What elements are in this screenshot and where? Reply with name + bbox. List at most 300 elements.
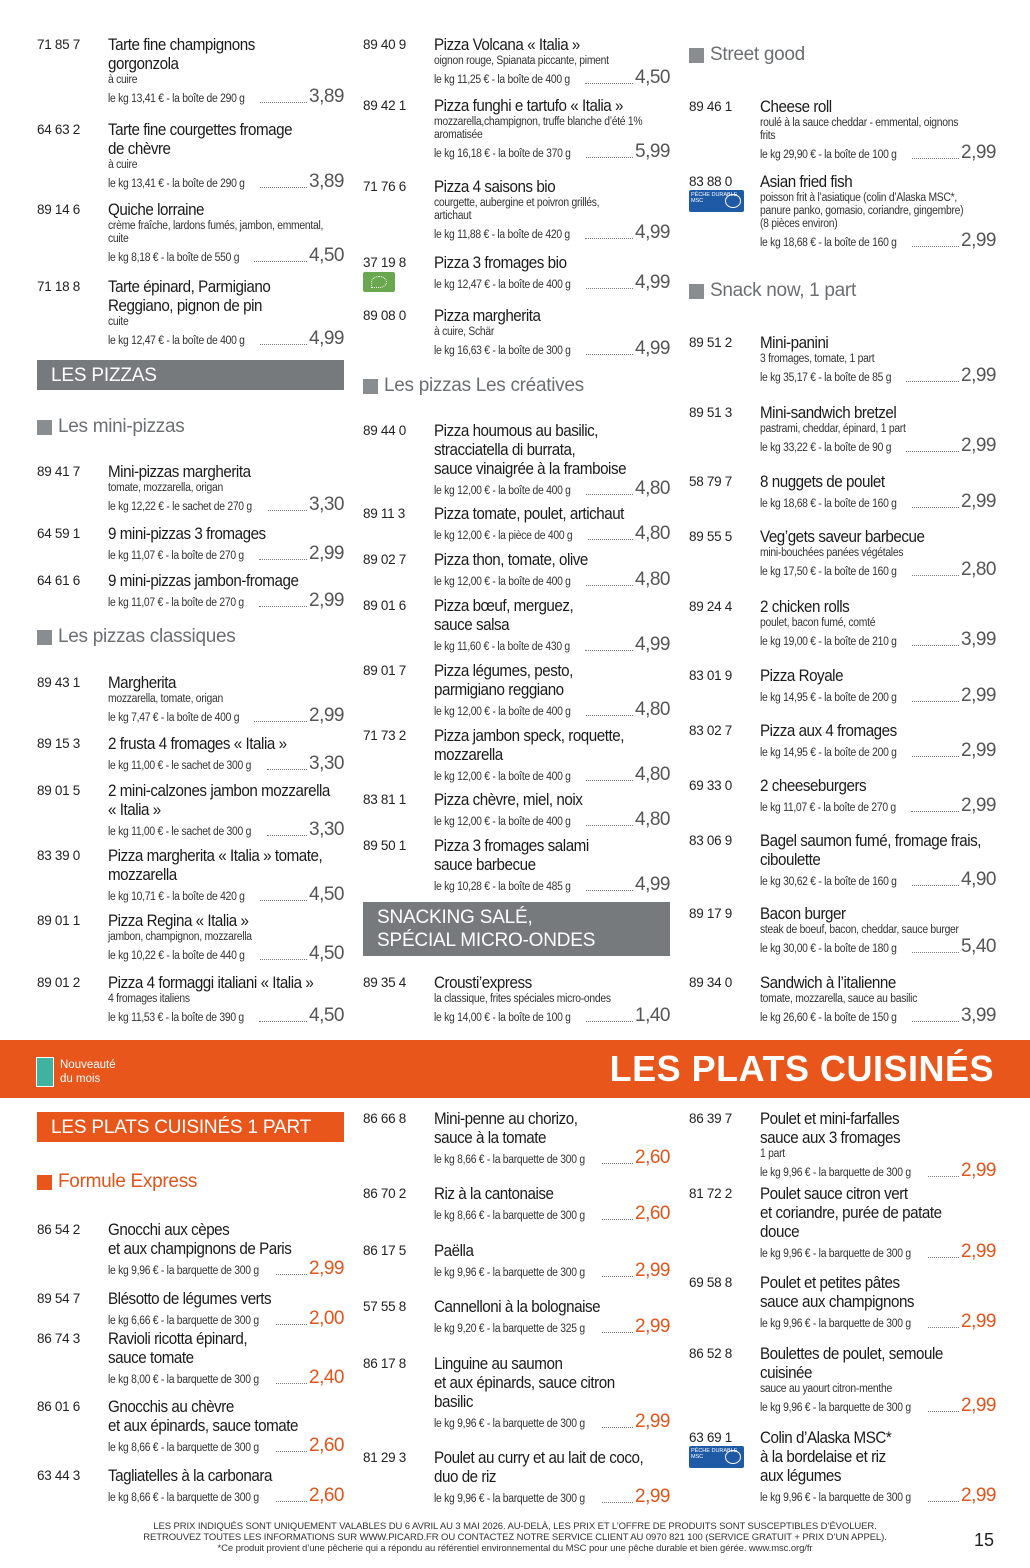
unit-price: le kg 8,66 € - la barquette de 300 g [434,1154,585,1166]
product-price: 3,89 [309,86,344,107]
product-code: 64 61 6 [37,573,80,588]
product-code: 83 81 1 [363,792,406,807]
product-price: 2,99 [961,740,996,761]
product-name: sauce barbecue [434,856,536,874]
product-code: 83 39 0 [37,848,80,863]
product-code: 89 01 5 [37,783,80,798]
subsection-pizzas-classiques [37,626,235,648]
unit-price: le kg 11,07 € - la boîte de 270 g [108,597,244,609]
product-description: jambon, champignon, mozzarella [108,931,252,943]
price-line [434,1204,670,1223]
dot-leader [276,1451,307,1452]
dot-leader [602,1276,633,1277]
nouveaute-legend [60,1058,116,1086]
product-name: duo de riz [434,1468,497,1486]
square-bullet-icon [37,1175,52,1190]
subsection-label: Les mini-pizzas [58,416,185,437]
unit-price: le kg 12,00 € - la boîte de 400 g [434,576,571,588]
product-name: Pizza thon, tomate, olive [434,551,588,569]
product-price: 2,99 [635,1411,670,1432]
product-code: 86 66 8 [363,1111,406,1126]
product-description: à cuire, Schär [434,326,495,338]
product-code: 63 44 3 [37,1468,80,1483]
unit-price: le kg 26,60 € - la boîte de 150 g [760,1012,897,1024]
product-name: sauce salsa [434,616,510,634]
section-band-pizzas [37,360,344,390]
product-price: 2,99 [309,543,344,564]
product-details [434,1355,670,1431]
square-bullet-icon [37,420,52,435]
unit-price: le kg 10,28 € - la boîte de 485 g [434,881,571,893]
product-name: Mini-sandwich bretzel [760,404,897,422]
dot-leader [602,1427,633,1428]
product-name: ciboulette [760,851,821,869]
product-code: 89 55 5 [689,529,732,544]
product-description: pastrami, cheddar, épinard, 1 part [760,423,906,435]
unit-price: le kg 6,66 € - la barquette de 300 g [108,1315,259,1327]
product-description: 3 fromages, tomate, 1 part [760,353,875,365]
unit-price: le kg 18,68 € - la boîte de 160 g [760,498,897,510]
unit-price: le kg 19,00 € - la boîte de 210 g [760,636,897,648]
product-price: 4,80 [635,523,670,544]
product-code: 89 11 3 [363,506,405,521]
product-name: sauce tomate [108,1349,194,1367]
product-code: 86 17 8 [363,1356,406,1371]
footer-line-3: *Ce produit provient d’une pêcherie qui a répondu au référentiel environnemental du MSC pour une pêche durable et bien gérée. www.msc.org/fr [217,1543,813,1554]
product-code: 71 85 7 [37,37,80,52]
product-code: 89 01 2 [37,975,80,990]
price-line [108,1259,344,1278]
subsection-label: Les pizzas classiques [58,626,236,647]
product-name: 8 nuggets de poulet [760,473,885,491]
product-code: 89 17 9 [689,906,732,921]
product-price: 4,99 [635,222,670,243]
product-name: 2 frusta 4 fromages « Italia » [108,735,287,753]
square-bullet-icon [37,630,52,645]
msc-label-icon [689,1446,744,1468]
product-description: courgette, aubergine et poivron grillés, [434,197,600,209]
product-details [108,1398,344,1455]
msc-label-icon [689,190,744,212]
dot-leader [928,1257,959,1258]
unit-price: le kg 9,96 € - la barquette de 300 g [760,1318,911,1330]
unit-price: le kg 10,71 € - la boîte de 420 g [108,891,245,903]
product-name: Bacon burger [760,905,846,923]
product-code: 81 72 2 [689,1186,732,1201]
price-line [108,1486,344,1505]
product-code: 89 46 1 [689,99,732,114]
unit-price: le kg 13,41 € - la boîte de 290 g [108,93,245,105]
column-6 [689,0,996,1568]
nouveaute-line-2: du mois [60,1073,101,1085]
product-price: 4,99 [635,272,670,293]
unit-price: le kg 11,88 € - la boîte de 420 g [434,229,570,241]
unit-price: le kg 9,96 € - la barquette de 300 g [760,1492,911,1504]
product-name: et coriandre, purée de patate [760,1204,942,1222]
unit-price: le kg 29,90 € - la boîte de 100 g [760,149,897,161]
product-name: 9 mini-pizzas 3 fromages [108,525,266,543]
product-name: Blésotto de légumes verts [108,1290,272,1308]
product-name: Poulet et petites pâtes [760,1274,900,1292]
dot-leader [928,1176,959,1177]
price-line [108,1309,344,1328]
product-name: Riz à la cantonaise [434,1185,554,1203]
product-name: Poulet sauce citron vert [760,1185,908,1203]
column-4 [37,0,344,1568]
product-price: 2,99 [961,491,996,512]
subsection-label: Formule Express [58,1171,198,1192]
product-details [434,1110,670,1167]
product-name: parmigiano reggiano [434,681,564,699]
product-price: 2,99 [961,142,996,163]
footer-line-1: LES PRIX INDIQUÉS SONT UNIQUEMENT VALABLES DU 6 AVRIL AU 3 MAI 2026. AU-DELÀ, LES PRIX ET L’OFFRE DE PRODUITS SONT SUSCEPTIBLES D’ÉVOLUER. [153,1521,877,1532]
product-description: sauce au yaourt citron-menthe [760,1383,892,1395]
unit-price: le kg 9,20 € - la barquette de 325 g [434,1323,585,1335]
price-line [760,1242,996,1261]
product-price: 4,50 [309,245,344,266]
product-description: crème fraîche, lardons fumés, jambon, emmental, [108,220,324,232]
product-code: 83 88 0 [689,174,732,189]
product-price: 4,80 [635,569,670,590]
unit-price: le kg 35,17 € - la boîte de 85 g [760,372,892,384]
dot-leader [276,1324,307,1325]
price-line [434,1317,670,1336]
unit-price: le kg 30,00 € - la boîte de 180 g [760,943,897,955]
product-name: Pizza margherita « Italia » tomate, [108,847,323,865]
unit-price: le kg 8,00 € - la barquette de 300 g [108,1374,259,1386]
unit-price: le kg 8,66 € - la barquette de 300 g [108,1442,259,1454]
subsection-formule-express [37,1171,197,1193]
dot-leader [928,1327,959,1328]
product-name: Pizza margherita [434,307,541,325]
product-code: 89 42 1 [363,98,406,113]
column-5 [363,0,670,1568]
unit-price: le kg 7,47 € - la boîte de 400 g [108,712,240,724]
product-name: Tarte fine champignons [108,36,255,54]
product-name: et aux champignons de Paris [108,1240,292,1258]
product-name: Mini-penne au chorizo, [434,1110,578,1128]
banner-title: LES PLATS CUISINÉS [609,1048,994,1089]
price-line [434,1148,670,1167]
subsection-label: Les pizzas Les créatives [384,375,584,396]
product-name: sauce vinaigrée à la framboise [434,460,627,478]
product-name: à la bordelaise et riz [760,1448,886,1466]
unit-price: le kg 14,95 € - la boîte de 200 g [760,747,897,759]
band-label-2: SPÉCIAL MICRO-ONDES [377,930,596,951]
product-details [760,1110,996,1180]
unit-price: le kg 12,47 € - la boîte de 400 g [434,279,571,291]
dot-leader [276,1383,307,1384]
product-price: 2,99 [309,1258,344,1279]
product-name: 2 chicken rolls [760,598,850,616]
product-code: 89 08 0 [363,308,406,323]
product-name: Pizza 4 saisons bio [434,178,556,196]
product-name: Margherita [108,674,176,692]
unit-price: le kg 12,47 € - la boîte de 400 g [108,335,245,347]
product-name: Bagel saumon fumé, fromage frais, [760,832,982,850]
product-name: Tarte épinard, Parmigiano [108,278,271,296]
product-name: mozzarella [108,866,177,884]
product-price: 5,40 [961,936,996,957]
product-code: 83 01 9 [689,668,732,683]
product-name: sauce aux 3 fromages [760,1129,901,1147]
product-name: Pizza funghi e tartufo « Italia » [434,97,624,115]
nouveaute-swatch-icon [36,1057,54,1087]
unit-price: le kg 11,00 € - le sachet de 300 g [108,760,252,772]
unit-price: le kg 11,00 € - le sachet de 300 g [108,826,252,838]
product-price: 3,30 [309,819,344,840]
product-name: mozzarella [434,746,503,764]
product-code: 89 54 7 [37,1291,80,1306]
unit-price: le kg 12,00 € - la boîte de 400 g [434,816,571,828]
product-code: 89 34 0 [689,975,732,990]
product-name: Ravioli ricotta épinard, [108,1330,248,1348]
product-details [760,1345,996,1415]
price-line [108,1436,344,1455]
product-price: 3,30 [309,494,344,515]
product-price: 3,99 [961,1005,996,1026]
product-name: Pizza Volcana « Italia » [434,36,580,54]
bio-logo-icon [363,272,395,292]
product-price: 4,50 [309,1005,344,1026]
product-code: 89 01 7 [363,663,406,678]
product-price: 2,99 [635,1316,670,1337]
price-line [760,1312,996,1331]
product-price: 4,80 [635,478,670,499]
product-description: steak de boeuf, bacon, cheddar, sauce burger [760,924,959,936]
product-price: 4,99 [635,874,670,895]
product-price: 4,99 [309,328,344,349]
product-code: 89 44 0 [363,423,406,438]
product-name: cuisinée [760,1364,813,1382]
product-name: sauce aux champignons [760,1293,915,1311]
product-price: 2,99 [961,685,996,706]
product-description: oignon rouge, Spianata piccante, piment [434,55,609,67]
product-description: à cuire [108,74,138,86]
product-price: 4,80 [635,699,670,720]
product-details [760,1185,996,1261]
nouveaute-line-1: Nouveauté [60,1059,116,1071]
price-line [434,1487,670,1506]
product-price: 2,60 [309,1435,344,1456]
price-line [108,1368,344,1387]
product-name: Pizza aux 4 fromages [760,722,897,740]
product-name: Pizza jambon speck, roquette, [434,727,625,745]
price-line [760,1161,996,1180]
product-name: gorgonzola [108,55,179,73]
unit-price: le kg 14,95 € - la boîte de 200 g [760,692,897,704]
product-name: Pizza chèvre, miel, noix [434,791,583,809]
product-details [108,1290,344,1328]
unit-price: le kg 14,00 € - la boîte de 100 g [434,1012,571,1024]
product-price: 4,50 [309,943,344,964]
subsection-street-good [689,44,805,66]
fish-icon [725,1450,741,1464]
product-price: 1,40 [635,1005,670,1026]
product-price: 2,60 [635,1147,670,1168]
unit-price: le kg 18,68 € - la boîte de 160 g [760,237,897,249]
product-code: 71 18 8 [37,279,80,294]
product-price: 4,50 [635,67,670,88]
dot-leader [928,1501,959,1502]
product-price: 2,80 [961,559,996,580]
product-code: 63 69 1 [689,1430,732,1445]
product-price: 4,80 [635,809,670,830]
square-bullet-icon [689,284,704,299]
product-price: 2,60 [309,1485,344,1506]
product-name: 2 mini-calzones jambon mozzarella [108,782,330,800]
product-details [108,1467,344,1505]
unit-price: le kg 12,22 € - le sachet de 270 g [108,501,252,513]
band-label: LES PIZZAS [51,365,157,386]
subsection-snack-now [689,280,856,302]
product-name: stracciatella di burrata, [434,441,576,459]
product-price: 2,99 [961,1160,996,1181]
product-details [760,1429,996,1505]
product-description: poulet, bacon fumé, comté [760,617,876,629]
product-code: 89 35 4 [363,975,406,990]
product-price: 2,00 [309,1308,344,1329]
footer-line-2: RETROUVEZ TOUTES LES INFORMATIONS SUR WWW.PICARD.FR OU CONTACTEZ NOTRE SERVICE CLIENT AU 0970 821 100 (SERVICE GRATUIT + PRIX D’UN APPEL). [143,1532,887,1543]
product-name: sauce à la tomate [434,1129,547,1147]
product-price: 2,99 [309,705,344,726]
subsection-mini-pizzas [37,416,184,438]
product-description: poisson frit à l’asiatique (colin d’Alaska MSC*, [760,192,958,204]
product-code: 86 74 3 [37,1331,80,1346]
unit-price: le kg 30,62 € - la boîte de 160 g [760,876,897,888]
product-details [434,1185,670,1223]
product-price: 2,60 [635,1203,670,1224]
product-code: 81 29 3 [363,1450,406,1465]
square-bullet-icon [689,48,704,63]
product-description: la classique, frites spéciales micro-ondes [434,993,611,1005]
product-name: 9 mini-pizzas jambon-fromage [108,572,299,590]
product-description: tomate, mozzarella, origan [108,482,223,494]
product-code: 86 01 6 [37,1399,80,1414]
product-code: 86 52 8 [689,1346,732,1361]
unit-price: le kg 16,63 € - la boîte de 300 g [434,345,571,357]
product-code: 89 02 7 [363,552,406,567]
product-price: 3,99 [961,629,996,650]
product-code: 37 19 8 [363,255,406,270]
unit-price: le kg 9,96 € - la barquette de 300 g [760,1167,911,1179]
product-name: et aux épinards, sauce tomate [108,1417,299,1435]
unit-price: le kg 11,07 € - la boîte de 270 g [760,802,896,814]
section-band-plats-1-part [37,1112,344,1142]
unit-price: le kg 8,66 € - la barquette de 300 g [108,1492,259,1504]
dot-leader [602,1332,633,1333]
product-name: Reggiano, pignon de pin [108,297,263,315]
product-name: « Italia » [108,801,161,819]
unit-price: le kg 9,96 € - la barquette de 300 g [108,1265,259,1277]
product-name: Pizza 3 fromages salami [434,837,589,855]
product-code: 57 55 8 [363,1299,406,1314]
product-code: 89 40 9 [363,37,406,52]
product-description: roulé à la sauce cheddar - emmental, oignons [760,117,959,129]
unit-price: le kg 12,00 € - la boîte de 400 g [434,771,571,783]
product-name: Pizza 4 formaggi italiani « Italia » [108,974,314,992]
product-name: Pizza houmous au basilic, [434,422,599,440]
product-price: 4,80 [635,764,670,785]
product-name: Gnocchi aux cèpes [108,1221,230,1239]
page-number: 15 [973,1530,994,1550]
product-code: 83 06 9 [689,833,732,848]
product-name: Poulet et mini-farfalles [760,1110,900,1128]
product-name: aux légumes [760,1467,842,1485]
band-label: LES PLATS CUISINÉS 1 PART [51,1117,312,1138]
product-name: Cannelloni à la bolognaise [434,1298,601,1316]
product-name: douce [760,1223,800,1241]
product-name: Cheese roll [760,98,832,116]
product-code: 89 24 4 [689,599,732,614]
product-price: 2,99 [961,365,996,386]
product-price: 4,50 [309,884,344,905]
dot-leader [602,1502,633,1503]
price-line [760,1486,996,1505]
product-details [434,1242,670,1280]
product-price: 5,99 [635,141,670,162]
price-line [760,1396,996,1415]
product-price: 2,99 [961,1395,996,1416]
unit-price: le kg 9,96 € - la barquette de 300 g [760,1248,911,1260]
product-name: Tagliatelles à la carbonara [108,1467,272,1485]
unit-price: le kg 10,22 € - la boîte de 440 g [108,950,245,962]
product-price: 2,99 [961,795,996,816]
product-code: 89 41 7 [37,464,80,479]
product-description: mozzarella,champignon, truffe blanche d’été 1% [434,116,643,128]
unit-price: le kg 17,50 € - la boîte de 160 g [760,566,897,578]
product-description: cuite [108,316,129,328]
subsection-pizzas-creatives [363,375,584,397]
product-price: 3,89 [309,171,344,192]
product-name: Mini-panini [760,334,829,352]
product-price: 2,99 [961,1311,996,1332]
product-name: Pizza bœuf, merguez, [434,597,574,615]
product-code: 83 02 7 [689,723,732,738]
unit-price: le kg 9,96 € - la barquette de 300 g [434,1418,585,1430]
unit-price: le kg 8,66 € - la barquette de 300 g [434,1210,585,1222]
unit-price: le kg 12,00 € - la boîte de 400 g [434,485,571,497]
product-name: Mini-pizzas margherita [108,463,251,481]
band-label-1: SNACKING SALÉ, [377,907,533,928]
product-description: frits [760,130,776,142]
product-price: 2,99 [961,435,996,456]
product-code: 64 63 2 [37,122,80,137]
dot-leader [276,1501,307,1502]
product-name: basilic [434,1393,473,1411]
product-description: cuite [108,233,129,245]
product-name: Sandwich à l’italienne [760,974,896,992]
dot-leader [928,1411,959,1412]
product-code: 69 33 0 [689,778,732,793]
product-details [108,1330,344,1387]
product-details [434,1449,670,1506]
unit-price: le kg 12,00 € - la pièce de 400 g [434,530,573,542]
unit-price: le kg 11,25 € - la boîte de 400 g [434,74,570,86]
product-price: 2,99 [635,1260,670,1281]
product-name: de chèvre [108,140,171,158]
product-code: 89 15 3 [37,736,80,751]
product-name: 2 cheeseburgers [760,777,867,795]
product-description: mozzarella, tomate, origan [108,693,223,705]
product-code: 89 01 1 [37,913,80,928]
product-price: 2,40 [309,1367,344,1388]
product-name: Pizza Royale [760,667,844,685]
unit-price: le kg 16,18 € - la boîte de 370 g [434,148,571,160]
product-name: Pizza 3 fromages bio [434,254,567,272]
product-name: Asian fried fish [760,173,853,191]
product-code: 64 59 1 [37,526,80,541]
